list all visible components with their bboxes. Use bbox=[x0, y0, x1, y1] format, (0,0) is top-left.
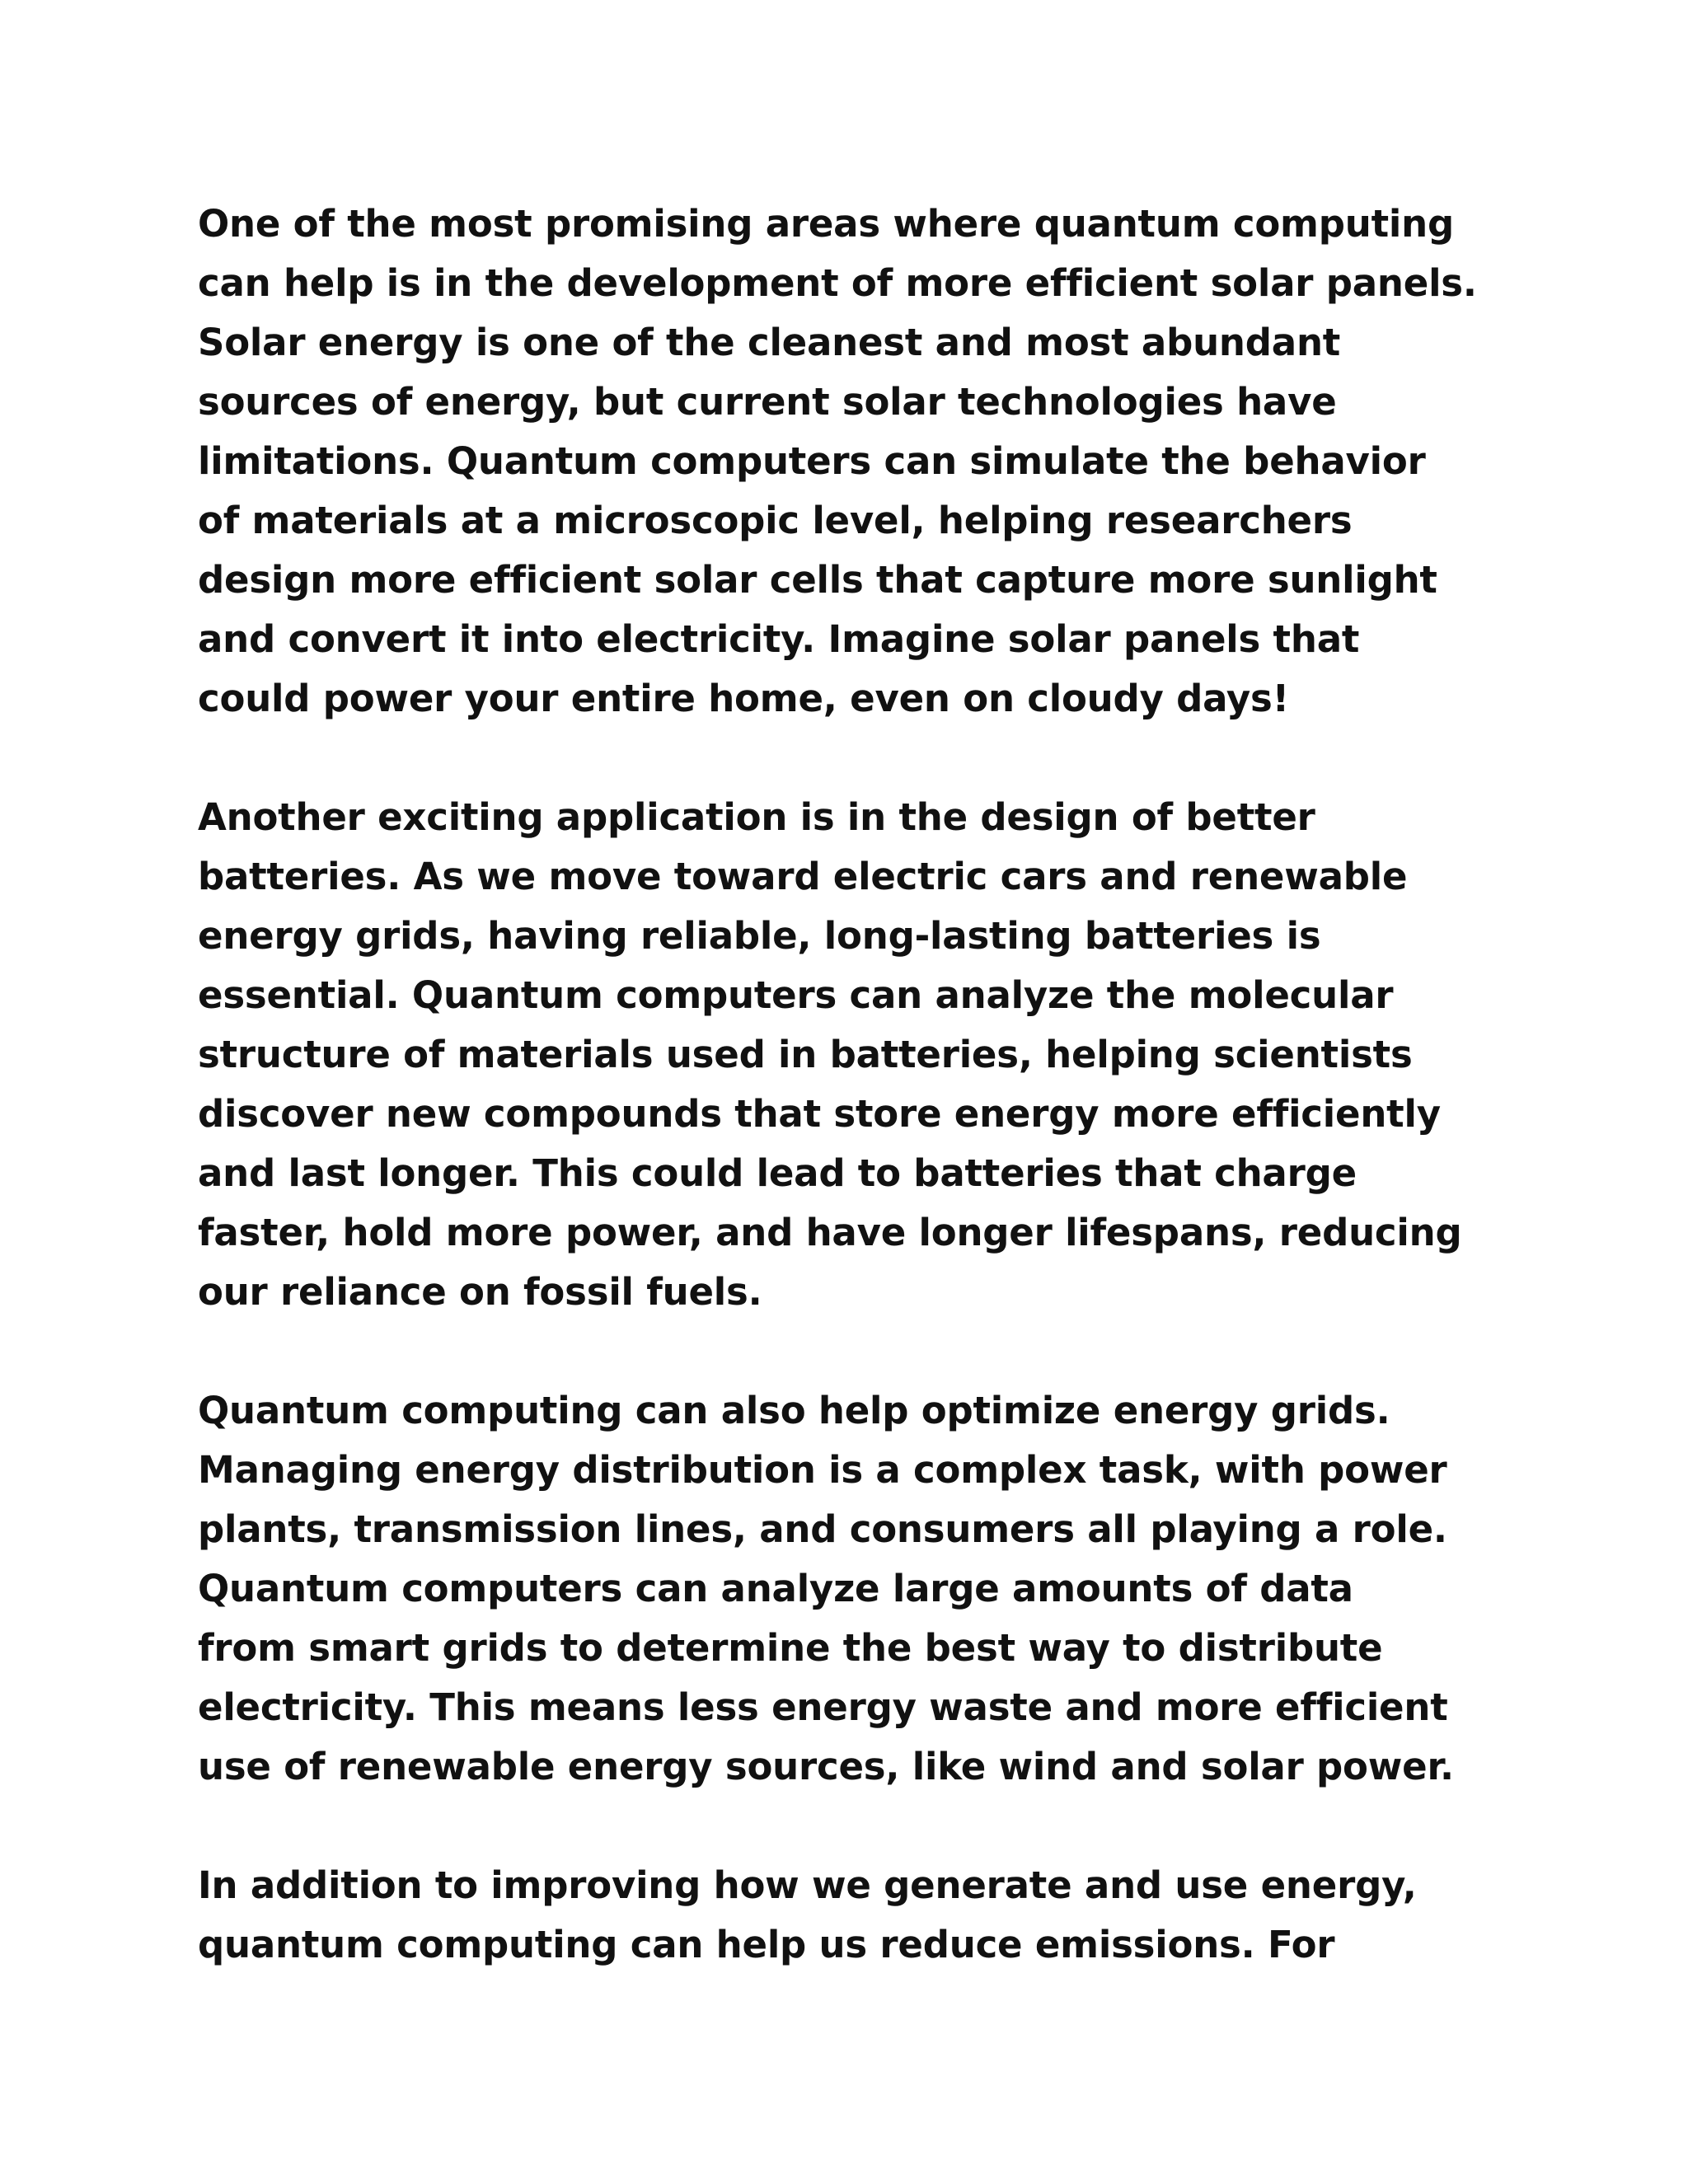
text-line: essential. Quantum computers can analyze the molecular bbox=[198, 973, 1394, 1017]
text-line: can help is in the development of more efficient solar panels. bbox=[198, 261, 1477, 305]
text-line: limitations. Quantum computers can simulate the behavior bbox=[198, 439, 1426, 483]
text-line: use of renewable energy sources, like wind and solar power. bbox=[198, 1745, 1454, 1788]
text-line: Solar energy is one of the cleanest and most abundant bbox=[198, 321, 1341, 364]
text-line: our reliance on fossil fuels. bbox=[198, 1270, 762, 1314]
paragraph-batteries bbox=[198, 788, 1517, 1322]
document-body bbox=[198, 194, 1517, 2034]
text-line: In addition to improving how we generate and use energy, bbox=[198, 1863, 1417, 1907]
text-line: One of the most promising areas where quantum computing bbox=[198, 202, 1454, 246]
text-line: electricity. This means less energy waste and more efficient bbox=[198, 1685, 1448, 1729]
text-line: Another exciting application is in the design of better bbox=[198, 795, 1315, 839]
text-line: Quantum computers can analyze large amounts of data bbox=[198, 1567, 1353, 1610]
text-line: Quantum computing can also help optimize energy grids. bbox=[198, 1389, 1390, 1432]
paragraph-emissions bbox=[198, 1856, 1517, 1975]
text-line: design more efficient solar cells that capture more sunlight bbox=[198, 558, 1437, 602]
text-line: batteries. As we move toward electric cars and renewable bbox=[198, 855, 1408, 898]
paragraph-solar-panels bbox=[198, 194, 1517, 729]
text-line: structure of materials used in batteries, helping scientists bbox=[198, 1033, 1413, 1076]
text-line: discover new compounds that store energy more efficiently bbox=[198, 1092, 1441, 1136]
text-line: of materials at a microscopic level, helping researchers bbox=[198, 499, 1353, 542]
text-line: and last longer. This could lead to batteries that charge bbox=[198, 1151, 1357, 1195]
text-line: from smart grids to determine the best way to distribute bbox=[198, 1626, 1383, 1670]
text-line: quantum computing can help us reduce emissions. For bbox=[198, 1923, 1335, 1966]
text-line: plants, transmission lines, and consumers all playing a role. bbox=[198, 1507, 1447, 1551]
text-line: energy grids, having reliable, long-lasting batteries is bbox=[198, 914, 1321, 958]
text-line: could power your entire home, even on cloudy days! bbox=[198, 677, 1289, 720]
text-line: and convert it into electricity. Imagine solar panels that bbox=[198, 617, 1360, 661]
paragraph-energy-grids bbox=[198, 1381, 1517, 1797]
text-line: sources of energy, but current solar technologies have bbox=[198, 380, 1337, 424]
text-line: Managing energy distribution is a complex task, with power bbox=[198, 1448, 1447, 1492]
text-line: faster, hold more power, and have longer lifespans, reducing bbox=[198, 1211, 1462, 1254]
